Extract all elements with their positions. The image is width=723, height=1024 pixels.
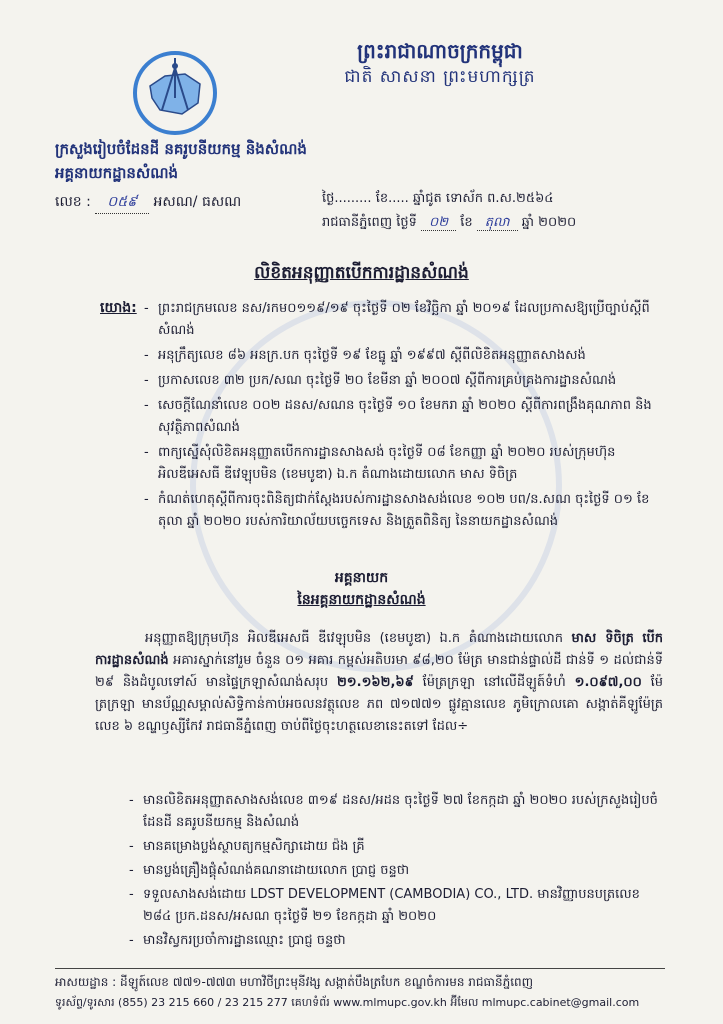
footer-divider — [55, 968, 665, 969]
list-item: - មានលិខិតអនុញ្ញាតសាងសង់លេខ ៣១៩ ដនស/អដន ចុះថ្ងៃទី ២៧ ខែកក្កដា ឆ្នាំ ២០២០ របស់ក្រសួងរៀបចំដែនដី នគរូបនីយកម្ម និងសំណង់ — [125, 790, 665, 834]
list-item: - សេចក្តីណែនាំលេខ ០០២ ដនស/សណន ចុះថ្ងៃទី ១០ ខែមករា ឆ្នាំ ២០២០ ស្តីពីការពង្រឹងគុណភាព និងសុវត្ថិភាពសំណង់ — [140, 395, 665, 439]
ref-suffix: អសណ/ ធសណ — [149, 194, 242, 210]
land-area: ១.០៩៧,០០ — [574, 675, 642, 690]
lunar-date: ថ្ងៃ......... ខែ..... ឆ្នាំជូត ទោស័ក ព.ស.២៥៦៤ — [322, 191, 554, 206]
list-item: - ពាក្យស្នើសុំលិខិតអនុញ្ញាតបើកការដ្ឋានសាងសង់ ចុះថ្ងៃទី ០៨ ខែកញ្ញា ឆ្នាំ ២០២០ របស់ក្រុមហ៊ុន អិលឌីអេសធី ឌីវេឡុបមិន (ខេមបូឌា) ឯ.ក តំណាងដោយលោក មាស ទិចិត្រ — [140, 442, 665, 486]
list-item: - ទទួលសាងសង់ដោយ LDST DEVELOPMENT (CAMBODIA) CO., LTD. មានវិញ្ញាបនបត្រលេខ ២៨៤ ប្រក.ដនស/អសណ ចុះថ្ងៃទី ២១ ខែកក្កដា ឆ្នាំ ២០២០ — [125, 884, 665, 928]
list-item: - ព្រះរាជក្រមលេខ នស/រកម០១១៩/១៩ ចុះថ្ងៃទី ០២ ខែវិច្ឆិកា ឆ្នាំ ២០១៩ ដែលប្រកាសឱ្យប្រើច្បាប់ស្តីពីសំណង់ — [140, 298, 665, 342]
date-month-label: ខែ — [456, 215, 477, 230]
document-title: លិខិតអនុញ្ញាតបើកការដ្ឋានសំណង់ — [254, 263, 469, 283]
ref-prefix: លេខ : — [55, 194, 96, 210]
list-item: - កំណត់ហេតុស្តីពីការចុះពិនិត្យជាក់ស្តែងរបស់ការដ្ឋានសាងសង់លេខ ១០២ បព/ន.សណ ចុះថ្ងៃទី ០១ ខែតុលា ឆ្នាំ ២០២០ របស់ការិយាល័យបច្ចេកទេស និងត្រួតពិនិត្យ នៃនាយកដ្ឋានសំណង់ — [140, 489, 665, 533]
date-year: ឆ្នាំ ២០២០ — [517, 215, 577, 230]
conditions-list — [125, 790, 665, 954]
total-area: ២១.១៦២,៦៩ — [336, 675, 414, 690]
reference-number — [55, 192, 241, 214]
list-item: - ប្រកាសលេខ ៣២ ប្រក/សណ ចុះថ្ងៃទី ២០ ខែមីនា ឆ្នាំ ២០០៧ ស្តីពីការគ្រប់គ្រងការដ្ឋានសំណង់ — [140, 370, 665, 392]
body-part-1: អនុញ្ញាតឱ្យក្រុមហ៊ុន អិលឌីអេសធី ឌីវេឡុបមិន (ខេមបូឌា) ឯ.ក តំណាងដោយលោក — [145, 631, 572, 646]
references-label: យោង: — [100, 300, 137, 316]
date-prefix: រាជធានីភ្នំពេញ ថ្ងៃទី — [322, 215, 422, 230]
list-item: - អនុក្រឹត្យលេខ ៨៦ អនក្រ.បក ចុះថ្ងៃទី ១៩ ខែធ្នូ ឆ្នាំ ១៩៩៧ ស្តីពីលិខិតអនុញ្ញាតសាងសង់ — [140, 345, 665, 367]
references-list — [140, 298, 665, 536]
list-item: - មានប្លង់គ្រឿងផ្គុំសំណង់គណនាដោយលោក ប្រាជ្ញ ចន្ទថា — [125, 860, 665, 882]
signer-subtitle: នៃអគ្គនាយកដ្ឋានសំណង់ — [297, 592, 426, 608]
ref-number: ០៥៩ — [95, 192, 149, 214]
kingdom-motto: ជាតិ សាសនា ព្រះមហាក្សត្រ — [344, 67, 536, 87]
list-item: - មានគម្រោងប្លង់ស្ថាបត្យកម្មសិក្សាដោយ ជ៉ង គ្រី — [125, 836, 665, 858]
body-part-3: អគារស្នាក់នៅរួម ចំនួន ០១ អគារ កម្ពស់អតិបរមា ៩៨,២០ ម៉ែត្រ មានជាន់ផ្ទាល់ដី ជាន់ទី ១ ដល់ជាន់ទី ២៩ និងដំបូលទៅស៍ មានផ្ទៃក្រឡាសំណង់សរុប — [95, 653, 663, 690]
body-part-4: ម៉ែត្រក្រឡា នៅលើដីឡូត៍ទំហំ — [413, 675, 575, 690]
body-part-5: ម៉ែត្រក្រឡា មានប័ណ្ណសម្គាល់សិទ្ធិកាន់កាប់អចលនវត្ថុលេខ ភព ៧១៧៧១ ផ្លូវគ្មានលេខ ភូមិក្រោលគោ សង្កាត់គីឡូម៉ែត្រលេខ ៦ ខណ្ឌឫស្សីកែវ រាជធានីភ្នំពេញ ចាប់ពីថ្ងៃចុះហត្ថលេខានេះតទៅ ដែល÷ — [95, 675, 663, 734]
date-month: តុលា — [477, 215, 518, 231]
footer-contact: ទូរស័ព្ទ/ទូរសារ (855) 23 215 660 / 23 215 277 គេហទំព័រ www.mlmupc.gov.kh អ៊ីមែល mlmupc.cabinet@gmail.com — [55, 996, 640, 1009]
date-day: ០២ — [421, 215, 456, 231]
ministry-name: ក្រសួងរៀបចំដែនដី នគរូបនីយកម្ម និងសំណង់ — [55, 140, 307, 158]
kingdom-title: ព្រះរាជាណាចក្រកម្ពុជា — [357, 39, 523, 63]
permit-body — [95, 628, 663, 738]
permit-action: បើកការដ្ឋានសំណង់ — [95, 631, 663, 668]
general-department-name: អគ្គនាយកដ្ឋានសំណង់ — [55, 164, 179, 182]
signer-title: អគ្គនាយក — [334, 570, 389, 586]
list-item: - មានវិស្វករប្រចាំការដ្ឋានឈ្មោះ ប្រាជ្ញ ចន្ទថា — [125, 930, 665, 952]
representative-name: មាស ទិចិត្រ — [571, 631, 634, 646]
footer-address: អាសយដ្ឋាន : ដីឡូត៍លេខ ៧៧១-៧៧៣ មហាវិថីព្រះមុនីវង្ស សង្កាត់បឹងត្របែក ខណ្ឌចំការមន រាជធានីភ្នំពេញ — [55, 975, 534, 989]
issue-date — [322, 214, 576, 233]
